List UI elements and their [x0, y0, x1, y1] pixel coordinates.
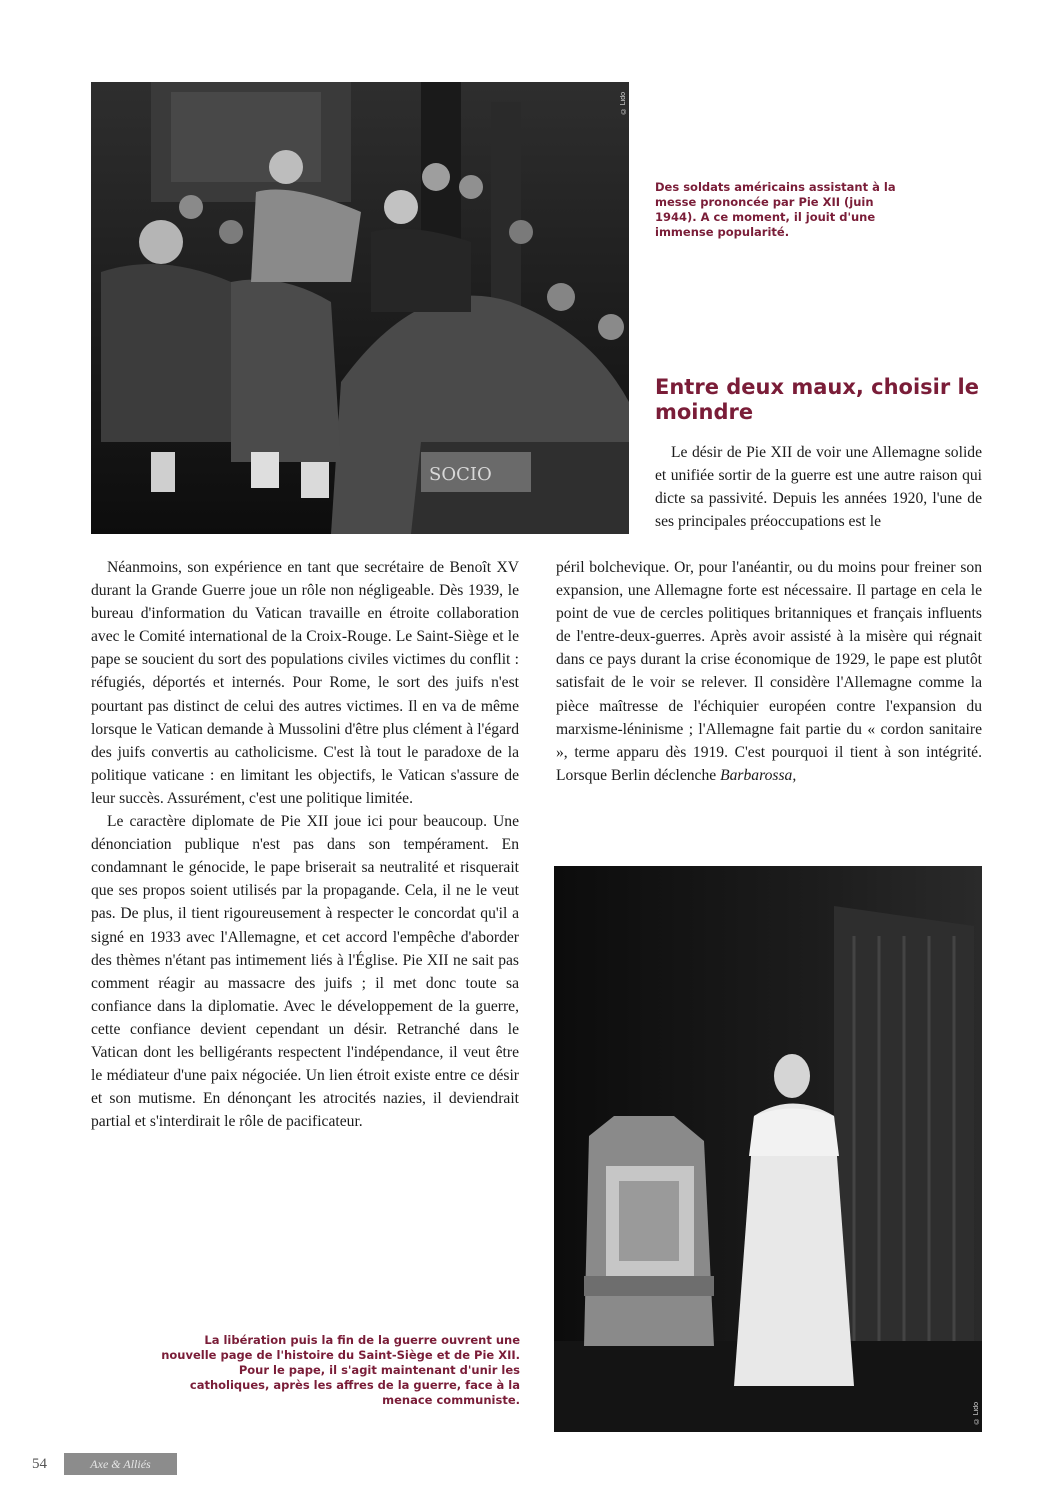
left-paragraph-1: Néanmoins, son expérience en tant que secrétaire de Benoît XV durant la Grande Guerre joue un rôle non négligeable. Dès 1939, le bureau d'information du Vatican travaille en étroite collaboration avec le Comité international de la Croix-Rouge. Le Saint-Siège et le pape se soucient du sort des populations civiles victimes du conflit : réfugiés, déportés et internés. Pour Rome, le sort des juifs n'est pourtant pas distinct de celui des autres victimes. Il en va de même lorsque le Vatican demande à Mussolini d'être plus clément à l'égard des juifs convertis au catholicisme. C'est là tout le paradoxe de la politique vaticane : en limitant les objectifs, le Vatican s'assure de leur succès. Assurément, c'est une politique limitée. — [91, 559, 519, 807]
soldiers-photo-image — [91, 82, 629, 534]
right-paragraph-1-continued — [556, 556, 982, 787]
soldiers-photo — [91, 82, 629, 534]
right-paragraph-1-text: péril bolchevique. Or, pour l'anéantir, ou du moins pour freiner son expansion, une Allemagne forte est nécessaire. Il partage en cela le point de vue de cercles politiques britanniques et français influents de l'entre-deux-guerres. Après avoir assisté à la misère qui régnait dans ce pays durant la crise économique de 1929, le pape est plutôt satisfait de le voir se relever. Il considère l'Allemagne comme la pièce maîtresse de l'échiquier européen contre l'expansion du marxisme-léninisme ; l'Allemagne fait partie du « cordon sanitaire », terme apparu dès 1919. C'est pourquoi il tient à son intégrité. Lorsque Berlin déclenche — [556, 559, 982, 784]
page-number: 54 — [32, 1456, 47, 1472]
magazine-name: Axe & Alliés — [64, 1453, 177, 1475]
photo-credit: © Lido — [620, 92, 627, 115]
photo-credit-bottom: © Lido — [973, 1401, 980, 1424]
right-column-lower — [556, 556, 982, 787]
pulpit-engraving: SOCIO — [429, 464, 492, 485]
left-paragraph-2: Le caractère diplomate de Pie XII joue ici pour beaucoup. Une dénonciation publique n'est pas dans son tempérament. En condamnant le génocide, le pape briserait sa neutralité et risquerait que ses propos soient utilisés par la propagande. Cela, il ne le veut pas. De plus, il tient rigoureusement à respecter le concordat qu'il a signé en 1933 avec l'Allemagne, et cet accord l'empêche d'aborder des thèmes n'étant pas intimement liés à l'Église. Pie XII ne sait pas comment réagir au massacre des juifs ; il met donc toute sa confiance dans la diplomatie. Avec le développement de la guerre, cette confiance devient cependant un désir. Retranché dans le Vatican dont les belligérants respectent l'indépendance, il veut être le médiateur d'une paix négociée. Un lien étroit existe entre ce désir et son mutisme. En dénonçant les atrocités nazies, il deviendrait partial et s'interdirait le rôle de pacificateur. — [91, 813, 519, 1131]
pope-photo-image — [554, 866, 982, 1432]
right-paragraph-1-start: Le désir de Pie XII de voir une Allemagne solide et unifiée sortir de la guerre est une autre raison qui dicte sa passivité. Depuis les années 1920, l'une de ses principales préoccupations est le — [655, 444, 982, 531]
right-column-upper — [655, 441, 982, 533]
left-column — [91, 556, 519, 1133]
pope-photo — [554, 866, 982, 1432]
operation-name: Barbarossa, — [720, 766, 797, 784]
soldiers-caption: Des soldats américains assistant à la messe prononcée par Pie XII (juin 1944). A ce moment, il jouit d'une immense popularité. — [655, 180, 896, 239]
section-heading: Entre deux maux, choisir le moindre — [655, 375, 979, 424]
liberation-caption: La libération puis la fin de la guerre ouvrent une nouvelle page de l'histoire du Saint-Siège et de Pie XII. Pour le pape, il s'agit maintenant d'unir les catholiques, après les affres de la guerre, face à la menace communiste. — [161, 1333, 520, 1407]
